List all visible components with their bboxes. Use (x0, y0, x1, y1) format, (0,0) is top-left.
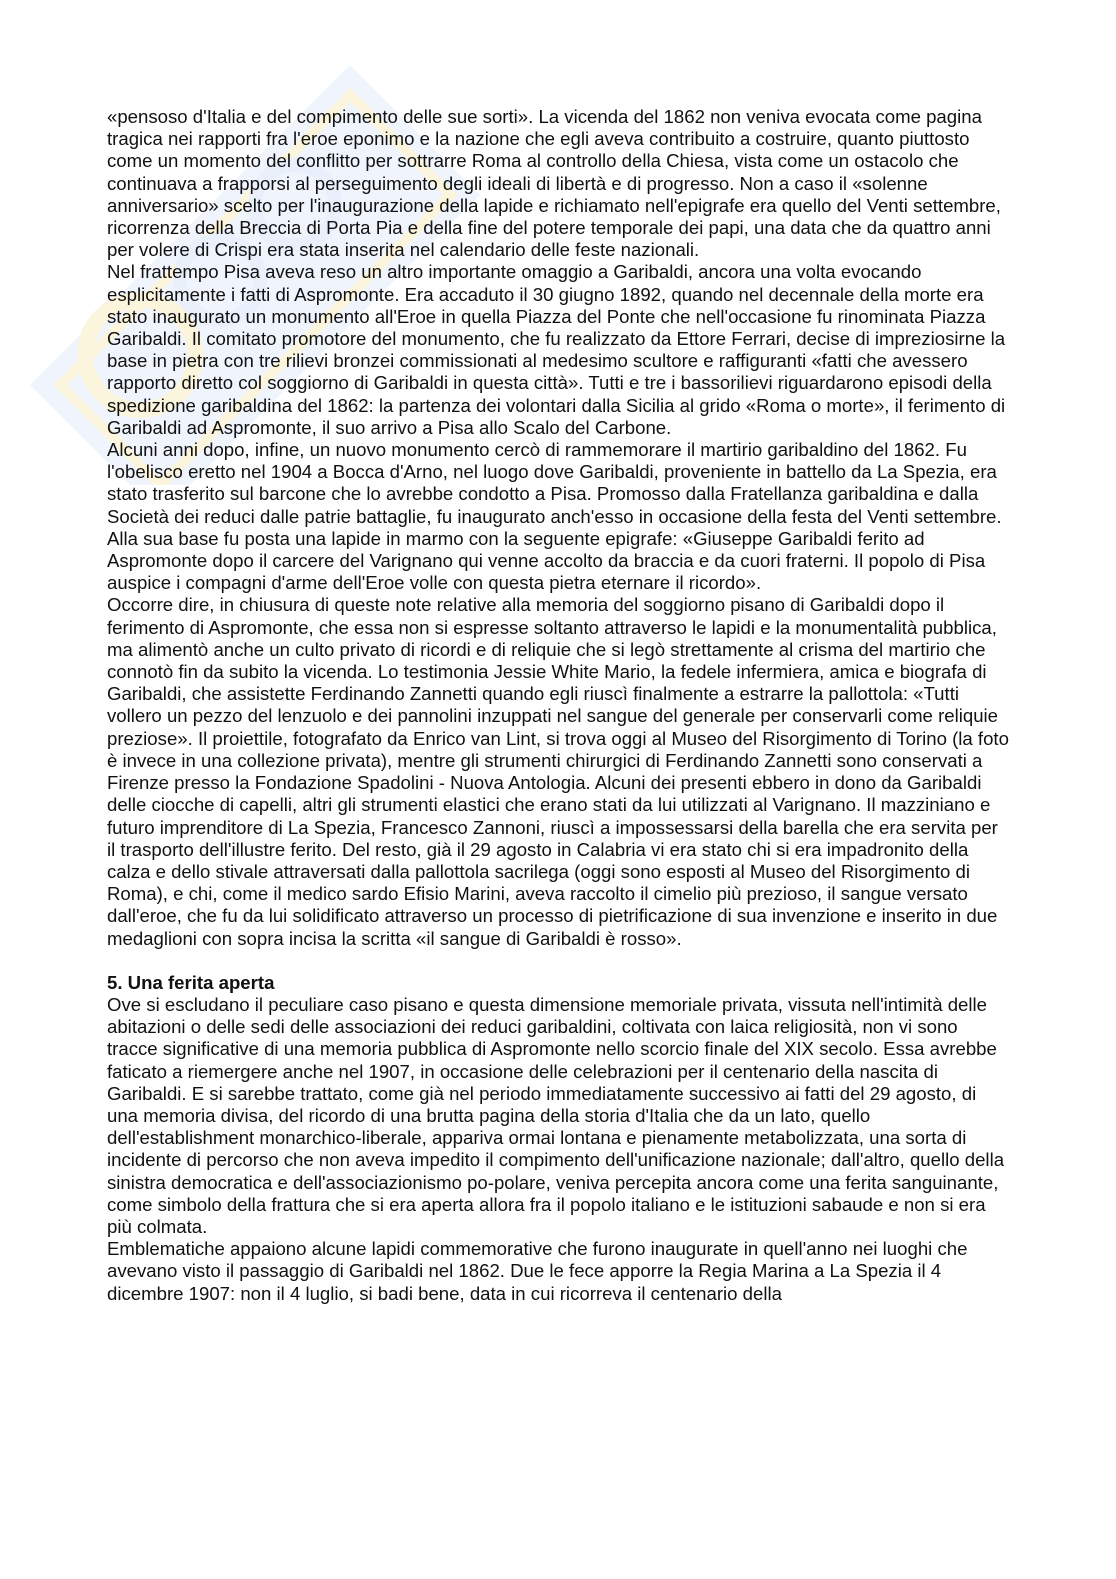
paragraph: Emblematiche appaiono alcune lapidi commemorative che furono inaugurate in quell'anno nei luoghi che avevano visto il passaggio di Garibaldi nel 1862. Due le fece apporre la Regia Marina a La Spezia il 4 dicembre 1907: non il 4 luglio, si badi bene, data in cui ricorreva il centenario della (107, 1238, 968, 1304)
section-heading: 5. Una ferita aperta (107, 971, 275, 993)
paragraph: «pensoso d'Italia e del compimento delle sue sorti». La vicenda del 1862 non veniva evocata come pagina tragica nei rapporti fra l'eroe eponimo e la nazione che egli aveva contribuito a costruire, quanto piuttosto come un momento del conflitto per sottrarre Roma al controllo della Chiesa, vista come un ostacolo che continuava a frapporsi al perseguimento degli ideali di libertà e di progresso. Non a caso il «solenne anniversario» scelto per l'inaugurazione della lapide e richiamato nell'epigrafe era quello del Venti settembre, ricorrenza della Breccia di Porta Pia e della fine del potere temporale dei papi, una data che da quattro anni per volere di Crispi era stata inserita nel calendario delle feste nazionali. (107, 106, 1001, 261)
paragraph: Alcuni anni dopo, infine, un nuovo monumento cercò di rammemorare il martirio garibaldino del 1862. Fu l'obelisco eretto nel 1904 a Bocca d'Arno, nel luogo dove Garibaldi, proveniente in battello da La Spezia, era stato trasferito sul barcone che lo avrebbe condotto a Pisa. Promosso dalla Fratellanza garibaldina e dalla Società dei reduci dalle patrie battaglie, fu inaugurato anch'esso in occasione della festa del Venti settembre. Alla sua base fu posta una lapide in marmo con la seguente epigrafe: «Giuseppe Garibaldi ferito ad Aspromonte dopo il carcere del Varignano qui venne accolto da braccia e da cuori fraterni. Il popolo di Pisa auspice i compagni d'arme dell'Eroe volle con questa pietra eternare il ricordo». (107, 439, 1002, 594)
paragraph: Occorre dire, in chiusura di queste note relative alla memoria del soggiorno pisano di Garibaldi dopo il ferimento di Aspromonte, che essa non si espresse soltanto attraverso le lapidi e la monumentalità pubblica, ma alimentò anche un culto privato di ricordi e di reliquie che si legò strettamente al crisma del martirio che connotò fin da subito la vicenda. Lo testimonia Jessie White Mario, la fedele infermiera, amica e biografa di Garibaldi, che assistette Ferdinando Zannetti quando egli riuscì finalmente a estrarre la pallottola: «Tutti vollero un pezzo del lenzuolo e dei pannolini inzuppati nel sangue del generale per conservarli come reliquie preziose». Il proiettile, fotografato da Enrico van Lint, si trova oggi al Museo del Risorgimento di Torino (la foto è invece in una collezione privata), mentre gli strumenti chirurgici di Ferdinando Zannetti sono conservati a Firenze presso la Fondazione Spadolini - Nuova Antologia. Alcuni dei presenti ebbero in dono da Garibaldi delle ciocche di capelli, altri gli strumenti elastici che erano stati da lui utilizzati al Varignano. Il mazziniano e futuro imprenditore di La Spezia, Francesco Zannoni, riuscì a impossessarsi della barella che era servita per il trasporto dell'illustre ferito. Del resto, già il 29 agosto in Calabria vi era stato chi si era impadronito della calza e dello stivale attraversati dalla pallottola sacrilega (oggi sono esposti al Museo del Risorgimento di Roma), e chi, come il medico sardo Efisio Marini, aveva raccolto il cimelio più prezioso, il sangue versato dall'eroe, che fu da lui solidificato attraverso un processo di pietrificazione di sua invenzione e inserito in due medaglioni con sopra incisa la scritta «il sangue di Garibaldi è rosso». (107, 594, 1009, 949)
document-page (107, 106, 1009, 1305)
paragraph: Ove si escludano il peculiare caso pisano e questa dimensione memoriale privata, vissuta nell'intimità delle abitazioni o delle sedi delle associazioni dei reduci garibaldini, coltivata con laica religiosità, non vi sono tracce significative di una memoria pubblica di Aspromonte nello scorcio finale del XIX secolo. Essa avrebbe faticato a riemergere anche nel 1907, in occasione delle celebrazioni per il centenario della nascita di Garibaldi. E si sarebbe trattato, come già nel periodo immediatamente successivo ai fatti del 29 agosto, di una memoria divisa, del ricordo di una brutta pagina della storia d'Italia che da un lato, quello dell'establishment monarchico-liberale, appariva ormai lontana e pienamente metabolizzata, una sorta di incidente di percorso che non aveva impedito il compimento dell'unificazione nazionale; dall'altro, quello della sinistra democratica e dell'associazionismo po-polare, veniva percepita ancora come una ferita sanguinante, come simbolo della frattura che si era aperta allora fra il popolo italiano e le istituzioni sabaude e non si era più colmata. (107, 993, 1005, 1237)
paragraph: Nel frattempo Pisa aveva reso un altro importante omaggio a Garibaldi, ancora una volta evocando esplicitamente i fatti di Aspromonte. Era accaduto il 30 giugno 1892, quando nel decennale della morte era stato inaugurato un monumento all'Eroe in quella Piazza del Ponte che nell'occasione fu rinominata Piazza Garibaldi. Il comitato promotore del monumento, che fu realizzato da Ettore Ferrari, decise di impreziosirne la base in pietra con tre rilievi bronzei commissionati al medesimo scultore e raffiguranti «fatti che avessero rapporto diretto col soggiorno di Garibaldi in questa città». Tutti e tre i bassorilievi riguardarono episodi della spedizione garibaldina del 1862: la partenza dei volontari dalla Sicilia al grido «Roma o morte», il ferimento di Garibaldi ad Aspromonte, il suo arrivo a Pisa allo Scalo del Carbone. (107, 261, 1006, 438)
